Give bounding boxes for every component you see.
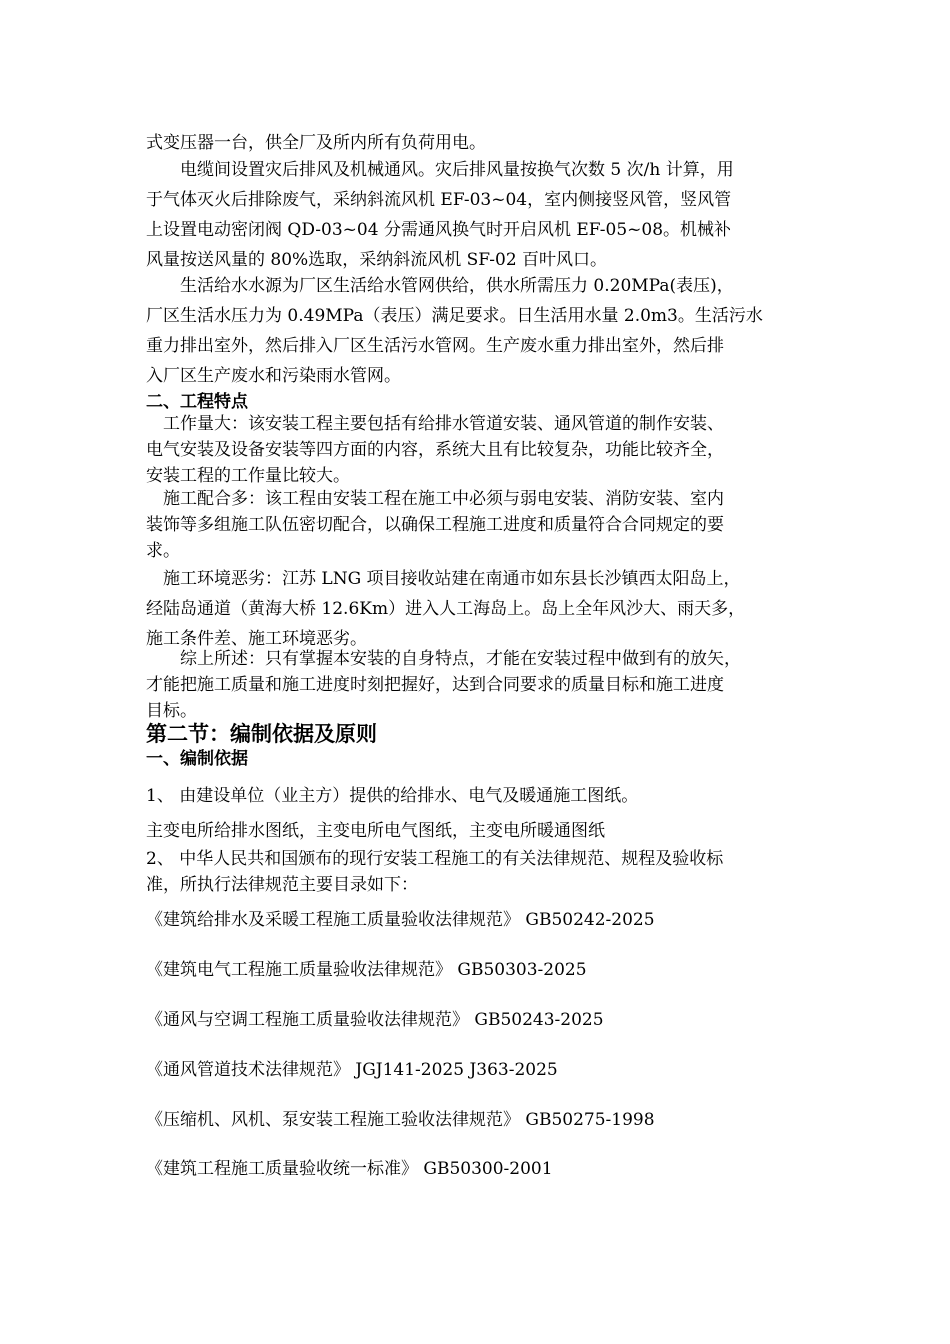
heading-compilation-basis: 一、编制依据: [146, 749, 248, 769]
paragraph-ventilation: [146, 155, 826, 275]
text-line: 工作量大：该安装工程主要包括有给排水管道安装、通风管道的制作安装、: [146, 414, 724, 434]
text-line: 经陆岛通道（黄海大桥 12.6Km）进入人工海岛上。岛上全年风沙大、雨天多，: [146, 599, 746, 619]
standard-reference: 《压缩机、风机、泵安装工程施工验收法律规范》 GB50275-1998: [146, 1110, 655, 1130]
text-line: 施工条件差、施工环境恶劣。: [146, 629, 367, 649]
text-line: 施工环境恶劣：江苏 LNG 项目接收站建在南通市如东县长沙镇西太阳岛上，: [146, 569, 741, 589]
text-line: 上设置电动密闭阀 QD-03~04 分需通风换气时开启风机 EF-05~08。机械补: [146, 220, 732, 240]
list-item-1: 1、 由建设单位（业主方）提供的给排水、电气及暖通施工图纸。: [146, 786, 639, 806]
paragraph-coordination: [146, 486, 826, 564]
text-line: 重力排出室外，然后排入厂区生活污水管网。生产废水重力排出室外，然后排: [146, 336, 724, 356]
text-line: 2、 中华人民共和国颁布的现行安装工程施工的有关法律规范、规程及验收标: [146, 849, 724, 869]
text-line: 装饰等多组施工队伍密切配合，以确保工程施工进度和质量符合合同规定的要: [146, 515, 724, 535]
standard-reference: 《通风与空调工程施工质量验收法律规范》 GB50243-2025: [146, 1010, 604, 1030]
standard-reference: 《通风管道技术法律规范》 JGJ141-2025 J363-2025: [146, 1060, 558, 1080]
standard-reference: 《建筑给排水及采暖工程施工质量验收法律规范》 GB50242-2025: [146, 910, 655, 930]
text-line: 电缆间设置灾后排风及机械通风。灾后排风量按换气次数 5 次/h 计算，用: [146, 160, 734, 180]
text-line: 施工配合多：该工程由安装工程在施工中必须与弱电安装、消防安装、室内: [146, 489, 724, 509]
standard-reference: 《建筑工程施工质量验收统一标准》 GB50300-2001: [146, 1159, 553, 1179]
drawings-list: 主变电所给排水图纸，主变电所电气图纸，主变电所暖通图纸: [146, 821, 605, 841]
text-line: 生活给水水源为厂区生活给水管网供给，供水所需压力 0.20MPa(表压)，: [146, 276, 734, 296]
list-item-2: [146, 846, 826, 898]
paragraph-transformer: [146, 128, 826, 158]
paragraph-workload: [146, 411, 826, 489]
text-line: 风量按送风量的 80%选取，采纳斜流风机 SF-02 百叶风口。: [146, 250, 608, 270]
standard-reference: 《建筑电气工程施工质量验收法律规范》 GB50303-2025: [146, 960, 587, 980]
text-line: 电气安装及设备安装等四方面的内容，系统大且有比较复杂，功能比较齐全，: [146, 440, 724, 460]
text-line: 厂区生活水压力为 0.49MPa（表压）满足要求。日生活用水量 2.0m3。生活污水: [146, 306, 763, 326]
heading-project-features: 二、工程特点: [146, 392, 248, 412]
text-line: 式变压器一台，供全厂及所内所有负荷用电。: [146, 133, 486, 153]
text-line: 于气体灭火后排除废气，采纳斜流风机 EF-03~04，室内侧接竖风管，竖风管: [146, 190, 732, 210]
text-line: 目标。: [146, 701, 197, 721]
section-title: 第二节：编制依据及原则: [146, 722, 377, 746]
text-line: 才能把施工质量和施工进度时刻把握好，达到合同要求的质量目标和施工进度: [146, 675, 724, 695]
paragraph-water-supply: [146, 271, 826, 391]
text-line: 入厂区生产废水和污染雨水管网。: [146, 366, 401, 386]
text-line: 准，所执行法律规范主要目录如下：: [146, 875, 418, 895]
text-line: 综上所述：只有掌握本安装的自身特点，才能在安装过程中做到有的放矢，: [146, 649, 741, 669]
paragraph-environment: [146, 564, 826, 654]
text-line: 求。: [146, 541, 180, 561]
text-line: 安装工程的工作量比较大。: [146, 466, 350, 486]
paragraph-summary: [146, 646, 826, 724]
